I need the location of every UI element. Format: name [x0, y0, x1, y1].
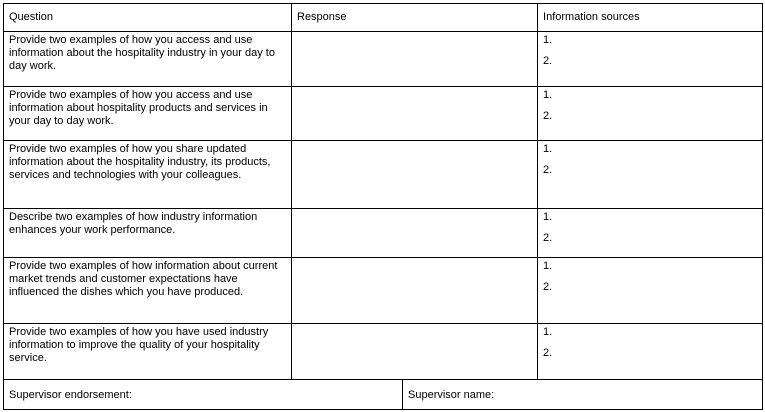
- table-header-row: [4, 4, 763, 32]
- question-cell: Describe two examples of how industry information enhances your work performance.: [4, 209, 292, 258]
- question-cell: Provide two examples of how you share updated information about the hospitality industry, its products, services and technologies with your colleagues.: [4, 141, 292, 209]
- question-cell: Provide two examples of how you access and use information about hospitality products and services in your day to day work.: [4, 87, 292, 141]
- source-line-1: 1.: [543, 260, 553, 272]
- response-cell[interactable]: [292, 324, 538, 380]
- sources-cell[interactable]: [538, 209, 763, 258]
- sources-cell[interactable]: [538, 87, 763, 141]
- response-cell[interactable]: [292, 87, 538, 141]
- table-row: [4, 32, 763, 87]
- header-response: Response: [292, 4, 538, 32]
- table-row: [4, 87, 763, 141]
- source-line-2: 2.: [543, 164, 553, 176]
- supervisor-name-field[interactable]: Supervisor name:: [403, 380, 763, 410]
- source-line-1: 1.: [543, 211, 553, 223]
- source-line-1: 1.: [543, 89, 553, 101]
- source-line-2: 2.: [543, 110, 553, 122]
- sources-cell[interactable]: [538, 324, 763, 380]
- response-cell[interactable]: [292, 32, 538, 87]
- source-line-1: 1.: [543, 326, 553, 338]
- sources-cell[interactable]: [538, 258, 763, 324]
- supervisor-row: [4, 380, 763, 410]
- source-line-2: 2.: [543, 55, 553, 67]
- response-cell[interactable]: [292, 209, 538, 258]
- source-line-2: 2.: [543, 232, 553, 244]
- source-line-1: 1.: [543, 34, 553, 46]
- question-cell: Provide two examples of how you have used industry information to improve the quality of your hospitality service.: [4, 324, 292, 380]
- sources-cell[interactable]: [538, 141, 763, 209]
- table-row: [4, 324, 763, 380]
- table-row: [4, 258, 763, 324]
- question-cell: Provide two examples of how you access and use information about the hospitality industry in your day to day work.: [4, 32, 292, 87]
- source-line-2: 2.: [543, 281, 553, 293]
- supervisor-endorsement-field[interactable]: Supervisor endorsement:: [4, 380, 403, 410]
- table-row: [4, 141, 763, 209]
- sources-cell[interactable]: [538, 32, 763, 87]
- response-cell[interactable]: [292, 141, 538, 209]
- source-line-2: 2.: [543, 347, 553, 359]
- header-information-sources: Information sources: [538, 4, 763, 32]
- assessment-table: [3, 3, 763, 410]
- table-row: [4, 209, 763, 258]
- source-line-1: 1.: [543, 143, 553, 155]
- question-cell: Provide two examples of how information about current market trends and customer expectations have influenced the dishes which you have produced.: [4, 258, 292, 324]
- header-question: Question: [4, 4, 292, 32]
- response-cell[interactable]: [292, 258, 538, 324]
